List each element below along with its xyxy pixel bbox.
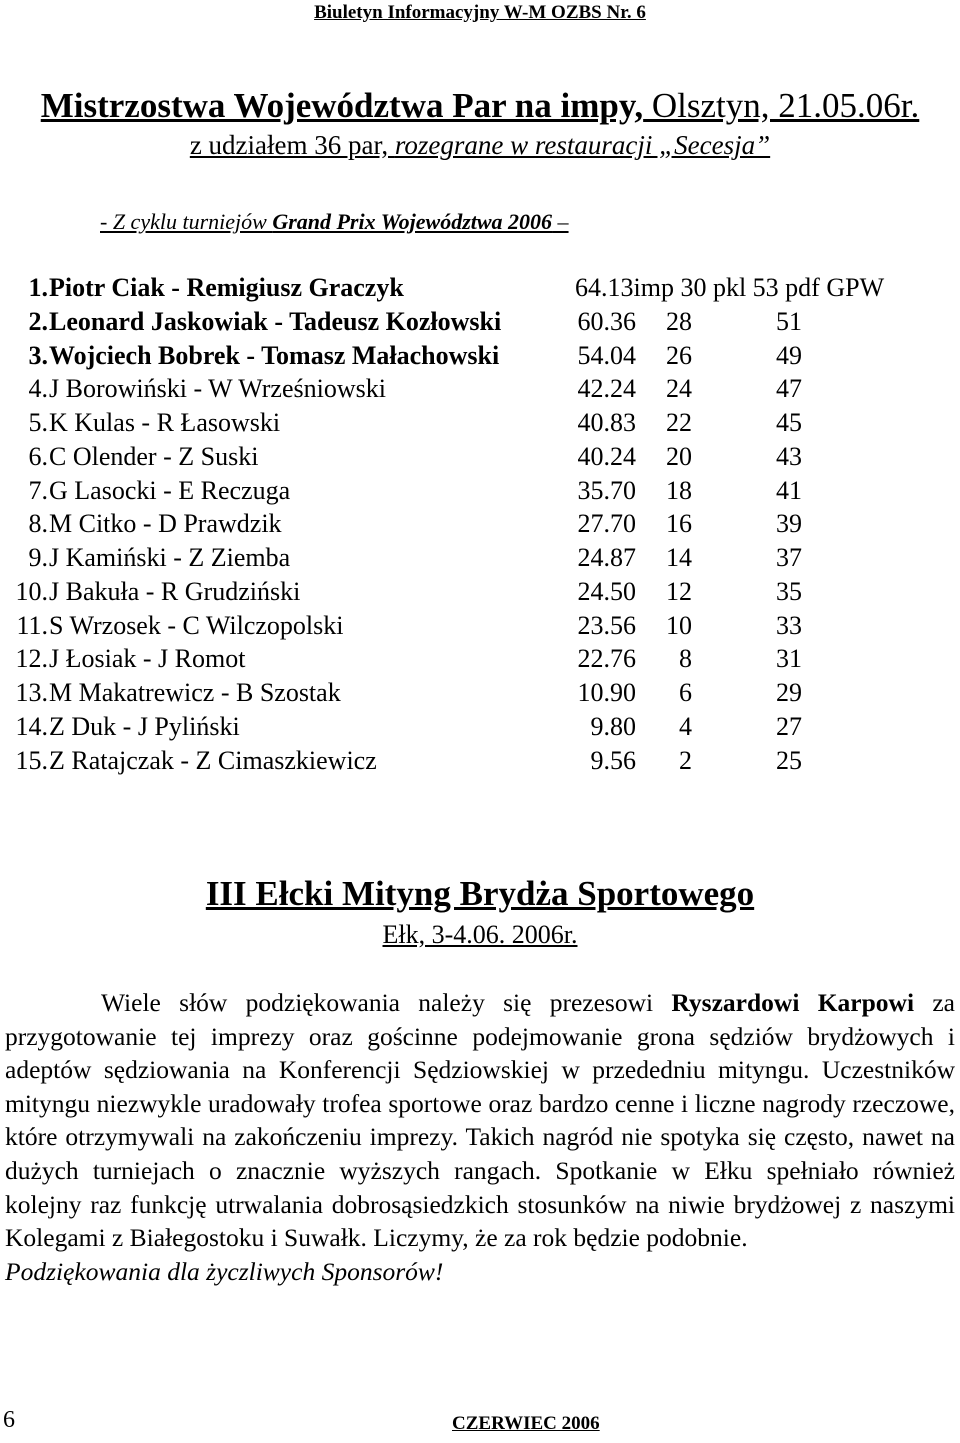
result-row xyxy=(0,642,960,676)
result-pair: Leonard Jaskowiak - Tadeusz Kozłowski xyxy=(49,306,502,336)
result-position: 4. xyxy=(28,374,48,404)
result-pdf: 39 xyxy=(776,509,802,539)
result-pkl: 24 xyxy=(666,374,692,404)
result-imp: 22.76 xyxy=(577,644,636,674)
result-gpw: GPW xyxy=(826,273,885,302)
cycle-note xyxy=(100,207,569,237)
result-position: 15. xyxy=(15,745,48,775)
section2-body xyxy=(5,986,955,1288)
result-imp: 24.50 xyxy=(577,576,636,606)
result-position: 11. xyxy=(16,610,48,640)
result-pkl: 26 xyxy=(666,340,692,370)
results-list xyxy=(0,271,960,777)
section2-date: Ełk, 3-4.06. 2006r. xyxy=(382,920,578,949)
result-pdf: 31 xyxy=(776,644,802,674)
footer-month: CZERWIEC 2006 xyxy=(452,1413,600,1434)
result-row xyxy=(0,744,960,778)
section1-title xyxy=(0,86,960,126)
result-position: 14. xyxy=(15,711,48,741)
result-row xyxy=(0,406,960,440)
result-imp: 23.56 xyxy=(577,610,636,640)
result-pair: Piotr Ciak - Remigiusz Graczyk xyxy=(49,273,404,302)
paragraph-rest: za przygotowanie tej imprezy oraz gościnne podejmowanie grona sędziów brydżowych i adeptów sędziowania na Konferencji Sędziowskiej w przededniu mityngu. Uczestników mityngu niezwykle uradowały trofea sportowe oraz bardzo cenne i liczne nagrody rzeczowe, które otrzymywali na zakończeniu imprezy. Takich nagród nie spotyka się często, nawet na dużych turniejach o znacznie wyższych rangach. Spotkanie w Ełku spełniało również kolejny raz funkcję utrwalania dobrosąsiedzkich stosunków na niwie brydżowej z naszymi Kolegami z Białegostoku i Suwałk. Liczymy, że za rok będzie podobnie. xyxy=(5,988,955,1253)
result-row xyxy=(0,541,960,575)
paragraph-start: Wiele słów podziękowania należy się prezesowi xyxy=(101,988,672,1017)
result-pair: Wojciech Bobrek - Tomasz Małachowski xyxy=(49,340,500,370)
result-position: 3. xyxy=(28,340,48,370)
result-pair: K Kulas - R Łasowski xyxy=(49,408,281,437)
result-row xyxy=(0,440,960,474)
section1-title-bold: Mistrzostwa Województwa Par na impy, xyxy=(40,86,644,125)
result-pdf: 43 xyxy=(776,441,802,471)
result-pair: M Citko - D Prawdzik xyxy=(49,509,282,539)
result-position: 9. xyxy=(28,543,48,572)
result-pdf: 51 xyxy=(776,306,802,336)
result-row xyxy=(0,710,960,744)
section1-subtitle-italic: rozegrane w restauracji „Secesja” xyxy=(394,130,771,160)
result-imp: 27.70 xyxy=(577,509,636,539)
result-imp: 9.56 xyxy=(590,745,636,775)
result-pkl: 6 xyxy=(679,678,692,707)
result-pair: J Kamiński - Z Ziemba xyxy=(49,543,291,572)
result-imp: 42.24 xyxy=(577,374,636,404)
result-pdf: 45 xyxy=(776,408,802,437)
result-pkl: 22 xyxy=(666,408,692,437)
result-pdf: 33 xyxy=(776,610,802,640)
result-imp: 35.70 xyxy=(577,475,636,505)
result-pdf: 41 xyxy=(776,475,802,505)
section2-paragraph xyxy=(5,986,955,1288)
result-pair: S Wrzosek - C Wilczopolski xyxy=(49,610,344,640)
result-row xyxy=(0,372,960,406)
result-pair: Z Ratajczak - Z Cimaszkiewicz xyxy=(49,745,377,775)
result-position: 8. xyxy=(28,509,48,539)
result-row xyxy=(0,271,960,305)
bulletin-header: Biuletyn Informacyjny W-M OZBS Nr. 6 xyxy=(314,2,646,23)
cycle-note-end: – xyxy=(552,209,569,234)
result-imp: 54.04 xyxy=(577,340,636,370)
result-row xyxy=(0,575,960,609)
result-row xyxy=(0,676,960,710)
result-pkl: 18 xyxy=(666,475,692,505)
result-position: 13. xyxy=(15,678,48,707)
result-position: 7. xyxy=(28,475,48,505)
result-imp: 24.87 xyxy=(577,543,636,572)
result-pkl: imp 30 pkl xyxy=(633,273,747,302)
result-position: 12. xyxy=(15,644,48,674)
result-pdf: 29 xyxy=(776,678,802,707)
cycle-note-bold: Grand Prix Województwa 2006 xyxy=(272,209,553,234)
page-number: 6 xyxy=(3,1407,15,1433)
result-pkl: 16 xyxy=(666,509,692,539)
section1-subtitle-start: z udziałem 36 par, xyxy=(189,130,395,160)
section1-title-rest: Olsztyn, 21.05.06r. xyxy=(643,86,920,125)
thanks-line: Podziękowania dla życzliwych Sponsorów! xyxy=(5,1256,444,1286)
section1-subtitle xyxy=(0,128,960,162)
result-pair: J Bakuła - R Grudziński xyxy=(49,576,301,606)
cycle-note-start: - Z cyklu turniejów xyxy=(100,209,273,234)
result-pkl: 4 xyxy=(679,711,692,741)
result-pdf: 49 xyxy=(776,340,802,370)
result-position: 1. xyxy=(28,273,48,302)
result-pkl: 8 xyxy=(679,644,692,674)
paragraph-name: Ryszardowi Karpowi xyxy=(671,988,915,1017)
result-pkl: 12 xyxy=(666,576,692,606)
result-first-scores xyxy=(575,271,884,305)
result-imp: 64.13 xyxy=(575,273,634,302)
result-row xyxy=(0,339,960,373)
result-position: 10. xyxy=(15,576,48,606)
result-row xyxy=(0,507,960,541)
result-imp: 40.24 xyxy=(577,441,636,471)
result-pair: G Lasocki - E Reczuga xyxy=(49,475,291,505)
result-pdf: 53 pdf xyxy=(752,273,820,302)
result-pair: Z Duk - J Pyliński xyxy=(49,711,240,741)
result-pdf: 37 xyxy=(776,543,802,572)
result-pdf: 47 xyxy=(776,374,802,404)
result-pdf: 35 xyxy=(776,576,802,606)
result-row xyxy=(0,305,960,339)
result-pkl: 2 xyxy=(679,745,692,775)
result-position: 2. xyxy=(28,306,48,336)
result-pair: J Borowiński - W Wrześniowski xyxy=(49,374,386,404)
result-imp: 40.83 xyxy=(577,408,636,437)
result-pdf: 27 xyxy=(776,711,802,741)
result-row xyxy=(0,609,960,643)
result-position: 5. xyxy=(28,408,48,437)
result-pair: J Łosiak - J Romot xyxy=(49,644,246,674)
result-pkl: 20 xyxy=(666,441,692,471)
result-imp: 9.80 xyxy=(590,711,636,741)
result-pkl: 28 xyxy=(666,306,692,336)
section2-title: III Ełcki Mityng Brydża Sportowego xyxy=(205,874,755,913)
result-pair: M Makatrewicz - B Szostak xyxy=(49,678,341,707)
result-row xyxy=(0,474,960,508)
result-imp: 10.90 xyxy=(577,678,636,707)
result-imp: 60.36 xyxy=(577,306,636,336)
result-position: 6. xyxy=(28,441,48,471)
result-pdf: 25 xyxy=(776,745,802,775)
result-pair: C Olender - Z Suski xyxy=(49,441,259,471)
result-pkl: 10 xyxy=(666,610,692,640)
result-pkl: 14 xyxy=(666,543,692,572)
